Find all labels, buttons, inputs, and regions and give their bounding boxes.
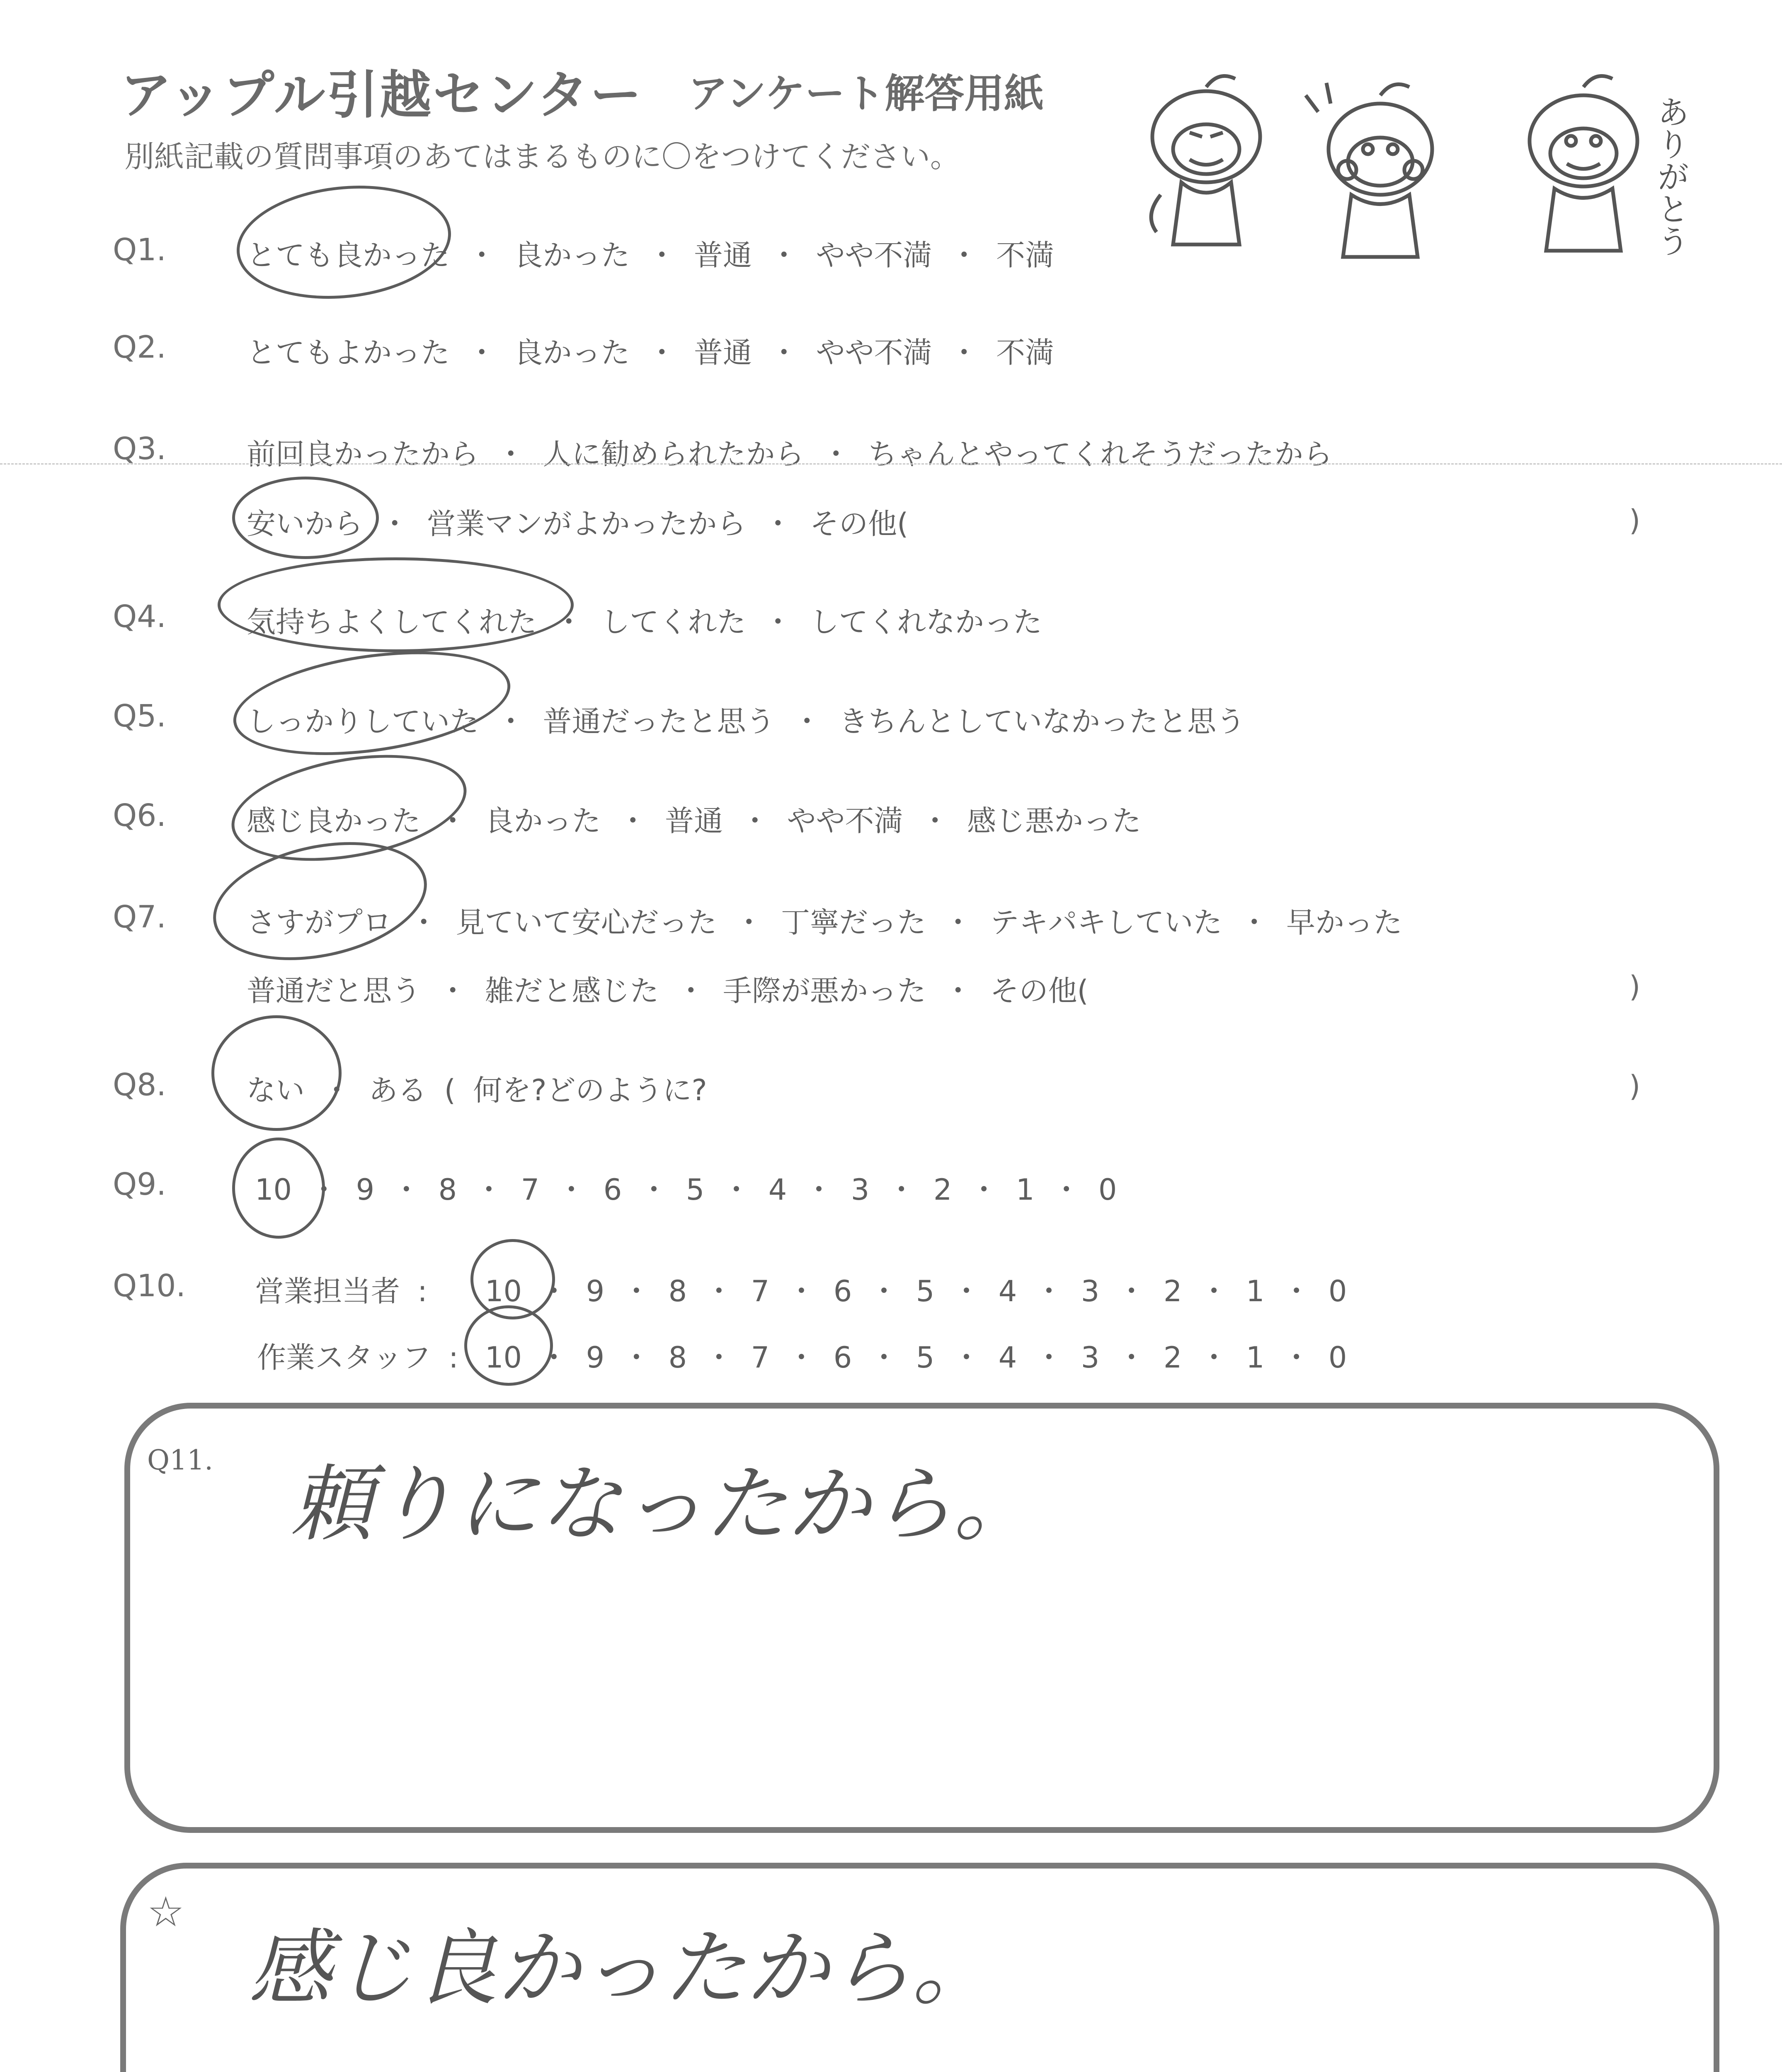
q8-options[interactable]: ない ・ ある ( 何を?どのように? <box>247 1073 707 1107</box>
q10-sales-label: 営業担当者 : <box>255 1274 427 1308</box>
q10-staff-options[interactable]: 10 ・ 9 ・ 8 ・ 7 ・ 6 ・ 5 ・ 4 ・ 3 ・ 2 ・ 1 ・ 0 <box>485 1341 1347 1375</box>
mascot-monkey-center <box>1306 83 1432 257</box>
mascot-caption: ありがとう <box>1652 95 1689 257</box>
q6-label: Q6. <box>113 798 166 833</box>
q3-answer-circle <box>232 477 379 559</box>
comment-handwritten-answer: 感じ良かったから。 <box>249 1920 995 2017</box>
q1-answer-circle <box>231 176 456 309</box>
q8-close: ) <box>1629 1069 1641 1103</box>
mascot-illustration <box>1144 70 1704 286</box>
q7-other-close: ) <box>1629 970 1641 1004</box>
q1-options[interactable]: とても良かった ・ 良かった ・ 普通 ・ やや不満 ・ 不満 <box>247 238 1055 272</box>
q9-label: Q9. <box>113 1167 166 1202</box>
q10-staff-label: 作業スタッフ : <box>257 1341 458 1375</box>
q3-label: Q3. <box>113 431 166 467</box>
q7-label: Q7. <box>113 899 166 935</box>
q5-label: Q5. <box>113 698 166 734</box>
form-subtitle: アンケート解答用紙 <box>688 70 1044 117</box>
q1-label: Q1. <box>113 232 166 268</box>
star-icon: ☆ <box>147 1888 184 1936</box>
q4-options[interactable]: 気持ちよくしてくれた ・ してくれた ・ してくれなかった <box>247 605 1043 639</box>
q4-label: Q4. <box>113 599 166 634</box>
q4-answer-circle <box>218 557 574 652</box>
q9-answer-circle <box>232 1138 325 1239</box>
q7-answer-circle <box>202 824 438 978</box>
q10-label: Q10. <box>113 1268 186 1304</box>
q11-handwritten-answer: 頼りになったから。 <box>290 1456 1037 1553</box>
mascot-monkey-left <box>1151 76 1260 244</box>
q3-other-close: ) <box>1629 503 1641 537</box>
q8-answer-circle <box>211 1015 342 1131</box>
q11-label: Q11. <box>147 1444 213 1476</box>
q7-options-line2[interactable]: 普通だと思う ・ 雑だと感じた ・ 手際が悪かった ・ その他( <box>247 974 1089 1008</box>
instruction-text: 別紙記載の質問事項のあてはまるものに〇をつけてください。 <box>124 139 960 174</box>
mascot-monkey-right <box>1530 76 1637 251</box>
q2-label: Q2. <box>113 329 166 365</box>
q10-staff-answer-circle <box>464 1305 553 1386</box>
q10-sales-options[interactable]: 10 ・ 9 ・ 8 ・ 7 ・ 6 ・ 5 ・ 4 ・ 3 ・ 2 ・ 1 ・ 0 <box>485 1274 1347 1308</box>
q3-options-line1[interactable]: 前回良かったから ・ 人に勧められたから ・ ちゃんとやってくれそうだったから <box>247 437 1333 471</box>
q3-options-line2[interactable]: 安いから ・ 営業マンがよかったから ・ その他( <box>247 507 909 541</box>
q9-options[interactable]: 10 ・ 9 ・ 8 ・ 7 ・ 6 ・ 5 ・ 4 ・ 3 ・ 2 ・ 1 ・ 0 <box>255 1173 1117 1207</box>
q5-options[interactable]: しっかりしていた ・ 普通だったと思う ・ きちんとしていなかったと思う <box>247 704 1246 738</box>
company-title: アップル引越センター <box>120 65 643 125</box>
q2-options[interactable]: とてもよかった ・ 良かった ・ 普通 ・ やや不満 ・ 不満 <box>247 336 1055 370</box>
q5-answer-circle <box>227 636 517 771</box>
q6-options[interactable]: 感じ良かった ・ 良かった ・ 普通 ・ やや不満 ・ 感じ悪かった <box>247 804 1142 838</box>
q8-label: Q8. <box>113 1067 166 1103</box>
fold-line-top <box>0 463 1782 465</box>
q7-options-line1[interactable]: さすがプロ ・ 見ていて安心だった ・ 丁寧だった ・ テキパキしていた ・ 早かった <box>247 905 1403 939</box>
